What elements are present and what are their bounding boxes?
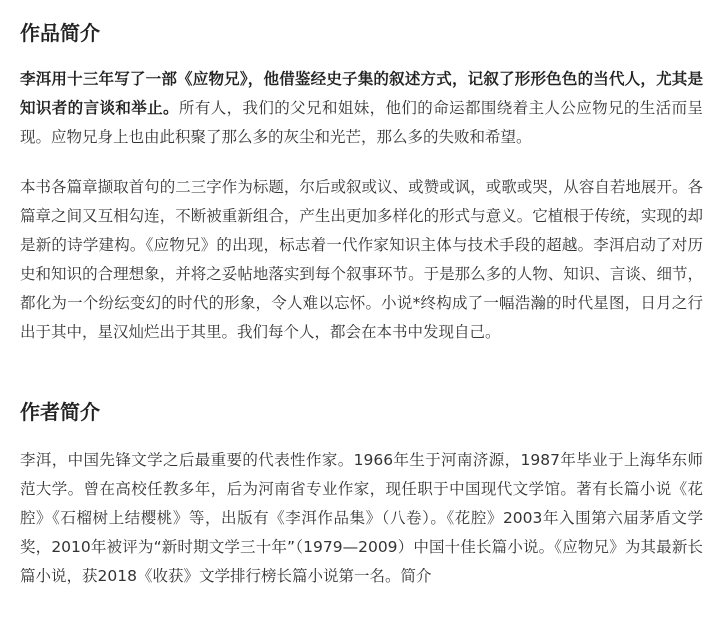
works-intro-paragraph-1 bbox=[20, 65, 703, 152]
works-intro-rest: 所有人，我们的父兄和姐妹，他们的命运都围绕着主人公应物兄的生活而呈现。应物兄身上也由此积聚了那么多的灰尘和光芒，那么多的失败和希望。 bbox=[20, 99, 703, 146]
works-intro-paragraph-2: 本书各篇章撷取首句的二三字作为标题，尔后或叙或议、或赞或讽，或歌或哭，从容自若地展开。各篇章之间又互相勾连，不断被重新组合，产生出更加多样化的形式与意义。它植根于传统，实现的却是新的诗学建构。《应物兄》的出现，标志着一代作家知识主体与技术手段的超越。李洱启动了对历史和知识的合理想象，并将之妥帖地落实到每个叙事环节。于是那么多的人物、知识、言谈、细节，都化为一个纷纭变幻的时代的形象，令人难以忘怀。小说*终构成了一幅浩瀚的时代星图，日月之行出于其中，星汉灿烂出于其里。我们每个人，都会在本书中发现自己。 bbox=[20, 178, 703, 341]
author-intro-paragraph: 李洱，中国先锋文学之后最重要的代表性作家。1966年生于河南济源，1987年毕业于上海华东师范大学。曾在高校任教多年，后为河南省专业作家，现任职于中国现代文学馆。著有长篇小说《花腔》《石榴树上结樱桃》等，出版有《李洱作品集》（八卷）。《花腔》2003年入围第六届茅盾文学奖，2010年被评为“新时期文学三十年”（1979—2009）中国十佳长篇小说。《应物兄》为其最新长篇小说，获2018《收获》文学排行榜长篇小说第一名。简介 bbox=[20, 451, 703, 585]
works-intro-heading: 作品简介 bbox=[20, 21, 100, 45]
works-intro-lead: 李洱用十三年写了一部《应物兄》，他借鉴经史子集的叙述方式，记叙了形形色色的当代人，尤其是知识者的言谈和举止。 bbox=[20, 70, 703, 117]
author-intro-heading: 作者简介 bbox=[20, 400, 100, 424]
